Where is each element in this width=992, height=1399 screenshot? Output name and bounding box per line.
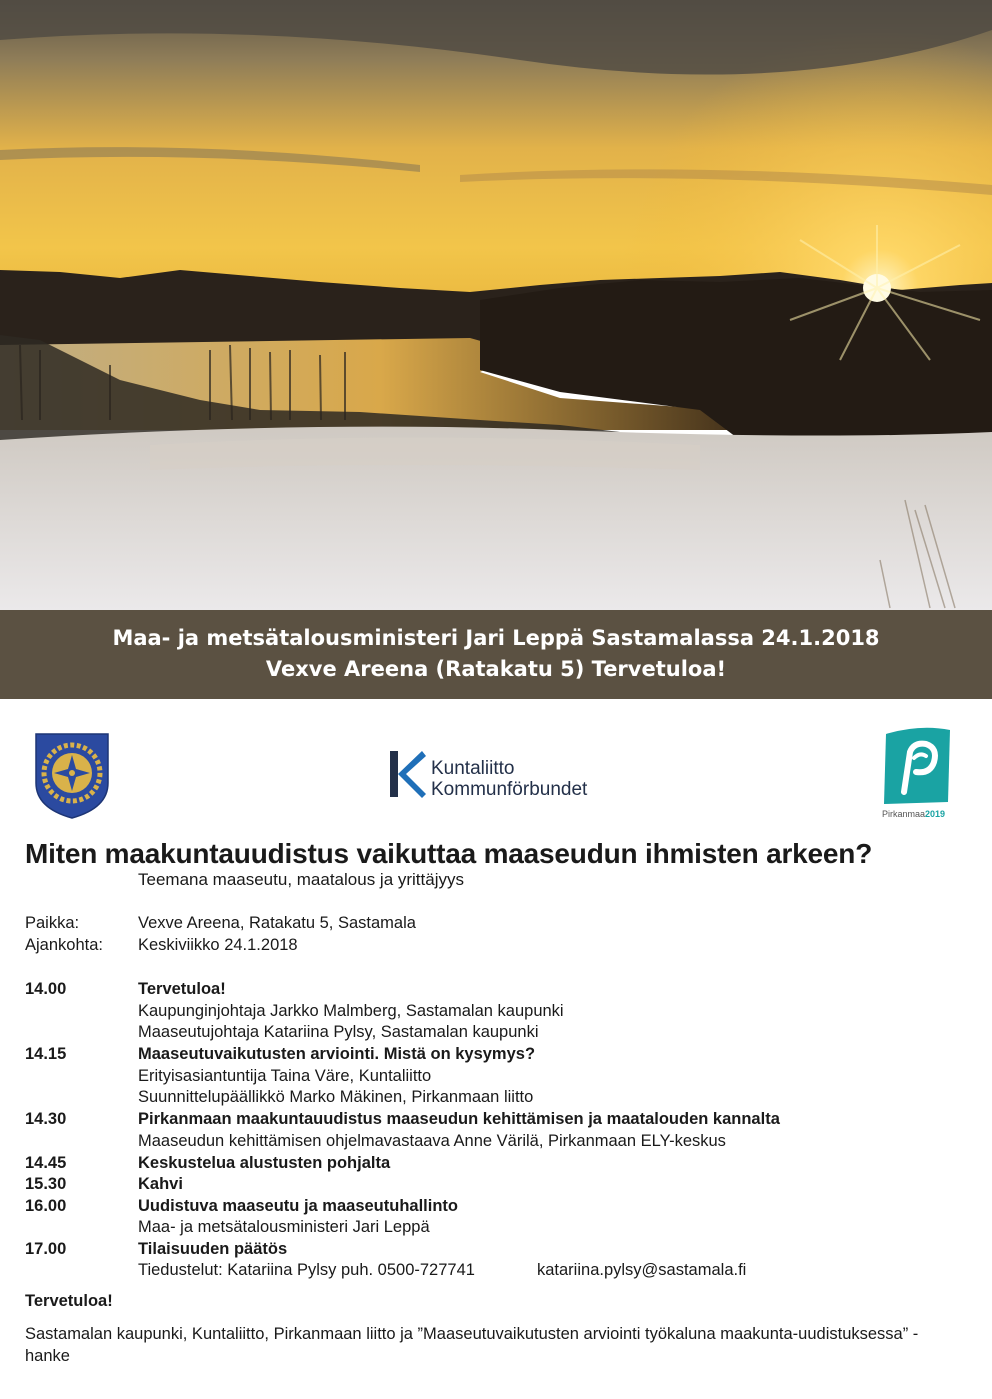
program-time: 14.45 [25,1154,67,1172]
program-title: Tilaisuuden päätös [138,1240,288,1258]
event-banner [0,610,992,699]
program-time: 14.15 [25,1045,67,1063]
pirkanmaa2019-logo [880,722,954,822]
pirkanmaa2019-label [882,809,945,819]
banner-line-1: Maa- ja metsätalousministeri Jari Leppä Sastamalassa 24.1.2018 [112,626,880,650]
banner-line-2: Vexve Areena (Ratakatu 5) Tervetuloa! [265,657,727,681]
contact-email: katariina.pylsy@sastamala.fi [537,1261,747,1279]
kommunforbundet-name: Kommunförbundet [431,779,588,800]
pirkanmaa-p-icon [880,722,954,806]
program-title: Maaseutuvaikutusten arviointi. Mistä on kysymys? [138,1045,536,1063]
pirkanmaa-year: 2019 [925,809,946,819]
program-time: 14.30 [25,1110,67,1128]
hero-photo [0,0,992,610]
contact-info: Tiedustelut: Katariina Pylsy puh. 0500-727741 [138,1261,475,1279]
program-time: 15.30 [25,1175,67,1193]
page-title: Miten maakuntauudistus vaikuttaa maaseudun ihmisten arkeen? [25,838,873,869]
program-speaker: Erityisasiantuntija Taina Väre, Kuntaliitto [138,1067,432,1085]
page-subtitle: Teemana maaseutu, maatalous ja yrittäjyys [138,870,464,889]
sastamala-crest-logo [35,733,109,819]
program-speaker: Maa- ja metsätalousministeri Jari Leppä [138,1218,430,1236]
welcome-text: Tervetuloa! [25,1292,113,1310]
sunset-landscape-image [0,0,992,610]
program-title: Pirkanmaan maakuntauudistus maaseudun kehittämisen ja maatalouden kannalta [138,1110,780,1128]
pirkanmaa-name: Pirkanmaa [882,809,926,819]
kuntaliitto-logo [388,748,603,802]
program-time: 17.00 [25,1240,67,1258]
kuntaliitto-k-icon [388,748,428,802]
organizers-footer: Sastamalan kaupunki, Kuntaliitto, Pirkanmaan liitto ja ”Maaseutuvaikutusten arviointi työkaluna maakunta-uudistuksessa” -hanke [25,1325,919,1365]
program-title: Tervetuloa! [138,980,226,998]
program-speaker: Suunnittelupäällikkö Marko Mäkinen, Pirkanmaan liitto [138,1088,534,1106]
program-speaker: Maaseudun kehittämisen ohjelmavastaava Anne Värilä, Pirkanmaan ELY-keskus [138,1132,726,1150]
place-label: Paikka: [25,914,80,932]
kuntaliitto-wordmark [431,758,587,800]
time-label: Ajankohta: [25,936,103,954]
program-title: Uudistuva maaseutu ja maaseutuhallinto [138,1197,458,1215]
crest-icon [35,733,109,819]
place-value: Vexve Areena, Ratakatu 5, Sastamala [138,914,416,932]
program-time: 14.00 [25,980,67,998]
program-speaker: Kaupunginjohtaja Jarkko Malmberg, Sastamalan kaupunki [138,1002,564,1020]
program-title: Kahvi [138,1175,183,1193]
program-speaker: Maaseutujohtaja Katariina Pylsy, Sastamalan kaupunki [138,1023,539,1041]
program-title: Keskustelua alustusten pohjalta [138,1154,391,1172]
program-time: 16.00 [25,1197,67,1215]
kuntaliitto-name: Kuntaliitto [431,758,515,779]
time-value: Keskiviikko 24.1.2018 [138,936,298,954]
